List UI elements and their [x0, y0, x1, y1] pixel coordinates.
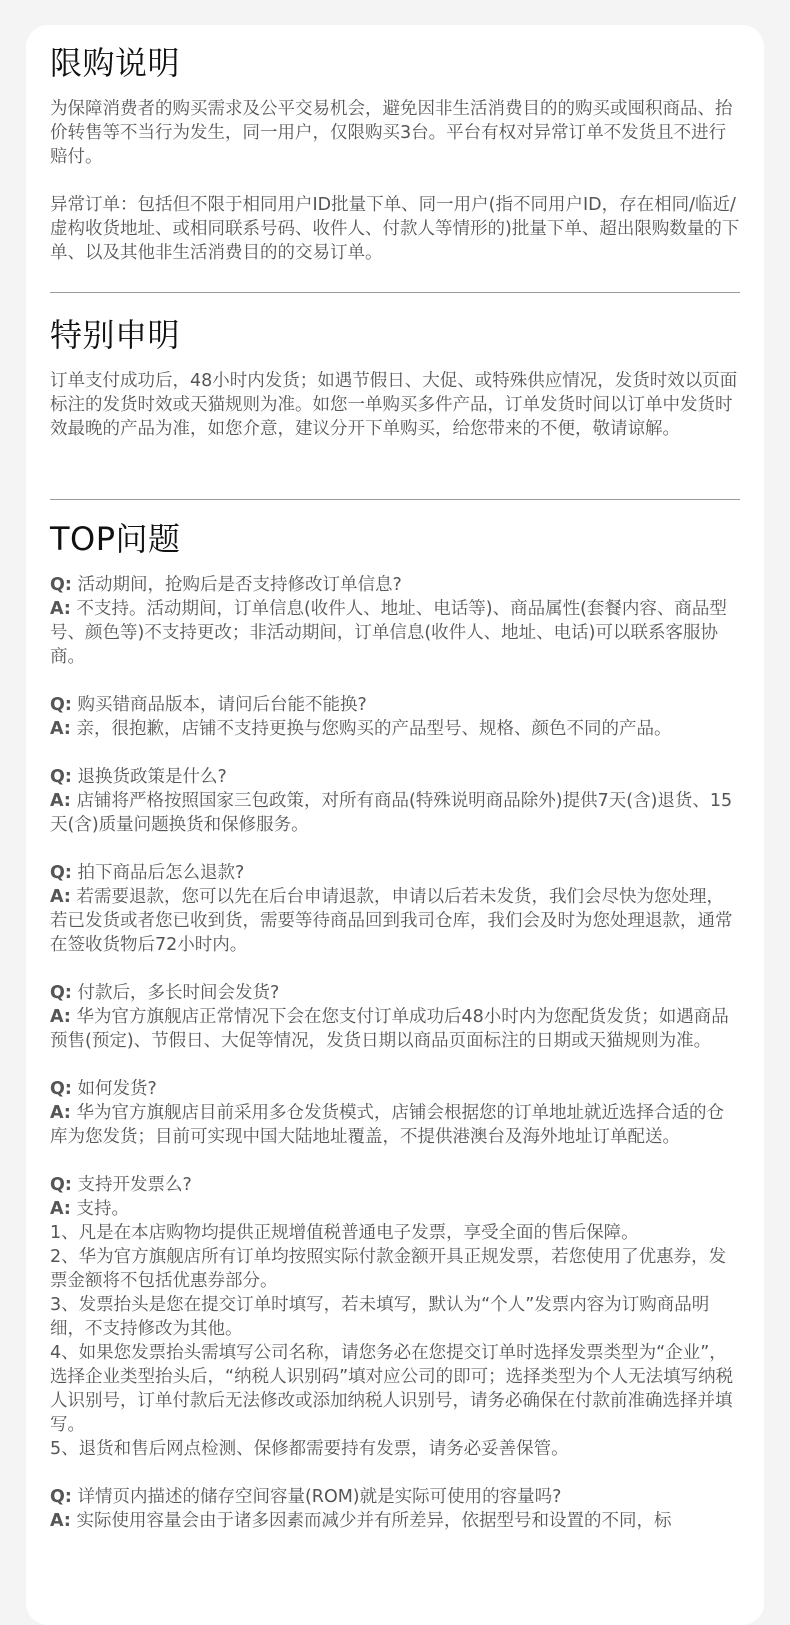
question-mark: Q: [50, 695, 72, 715]
content-card [26, 25, 764, 1625]
question-mark: Q: [50, 983, 72, 1003]
special-paragraph: 订单支付成功后，48小时内发货；如遇节假日、大促、或特殊供应情况，发货时效以页面标注的发货时效或天猫规则为准。如您一单购买多件产品，订单发货时间以订单中发货时效最晚的产品为准，如您介意，建议分开下单购买，给您带来的不便，敬请谅解。 [50, 371, 738, 439]
faq-question [50, 765, 740, 789]
faq-item-8 [50, 1485, 740, 1533]
faq-answer [50, 717, 740, 741]
question-mark: Q: [50, 1175, 72, 1195]
invoice-list-item: 4、如果您发票抬头需填写公司名称，请您务必在您提交订单时选择发票类型为“企业”，选择企业类型抬头后，“纳税人识别码”填对应公司的即可；选择类型为个人无法填写纳税人识别号，订单付款后无法修改或添加纳税人识别号，请务必确保在付款前准确选择并填写。 [50, 1343, 734, 1435]
question-text: 活动期间，抢购后是否支持修改订单信息? [77, 575, 402, 595]
faq-item-3 [50, 765, 740, 837]
special-title: 特别申明 [50, 316, 181, 354]
answer-mark: A: [50, 719, 71, 739]
answer-mark: A: [50, 791, 71, 811]
faq-question [50, 1077, 740, 1101]
question-mark: Q: [50, 1079, 72, 1099]
question-text: 如何发货? [77, 1079, 157, 1099]
faq-question [50, 1173, 740, 1197]
faq-question [50, 573, 740, 597]
question-text: 拍下商品后怎么退款? [77, 863, 245, 883]
answer-text: 不支持。活动期间，订单信息(收件人、地址、电话等)、商品属性(套餐内容、商品型号、颜色等)不支持更改；非活动期间，订单信息(收件人、地址、电话)可以联系客服协商。 [50, 599, 727, 667]
faq-title: TOP问题 [50, 520, 181, 558]
divider-2 [50, 499, 740, 500]
invoice-list-item: 3、发票抬头是您在提交订单时填写，若未填写，默认为“个人”发票内容为订购商品明细，不支持修改为其他。 [50, 1295, 710, 1339]
faq-question [50, 1485, 740, 1509]
answer-mark: A: [50, 1511, 71, 1531]
faq-item-2 [50, 693, 740, 741]
answer-mark: A: [50, 1199, 71, 1219]
faq-answer [50, 1101, 740, 1149]
answer-text: 支持。 [76, 1199, 129, 1219]
faq-question [50, 981, 740, 1005]
question-mark: Q: [50, 767, 72, 787]
faq-answer [50, 1005, 740, 1053]
faq-item-7 [50, 1173, 740, 1461]
answer-mark: A: [50, 599, 71, 619]
answer-text: 亲，很抱歉，店铺不支持更换与您购买的产品型号、规格、颜色不同的产品。 [76, 719, 672, 739]
limit-paragraph-2: 异常订单：包括但不限于相同用户ID批量下单、同一用户(指不同用户ID，存在相同/临近/虚构收货地址、或相同联系号码、收件人、付款人等情形的)批量下单、超出限购数量的下单、以及其他非生活消费目的的交易订单。 [50, 195, 740, 263]
faq-question [50, 861, 740, 885]
question-mark: Q: [50, 1487, 72, 1507]
question-text: 支持开发票么? [77, 1175, 192, 1195]
faq-item-1 [50, 573, 740, 669]
question-text: 退换货政策是什么? [77, 767, 227, 787]
faq-answer [50, 1197, 740, 1221]
faq-answer [50, 1509, 740, 1533]
faq-item-4 [50, 861, 740, 957]
answer-mark: A: [50, 887, 71, 907]
answer-text: 店铺将严格按照国家三包政策，对所有商品(特殊说明商品除外)提供7天(含)退货、15天(含)质量问题换货和保修服务。 [50, 791, 733, 835]
faq-answer [50, 885, 740, 957]
faq-answer [50, 789, 740, 837]
answer-text: 若需要退款，您可以先在后台申请退款，申请以后若未发货，我们会尽快为您处理，若已发货或者您已收到货，需要等待商品回到我司仓库，我们会及时为您处理退款，通常在签收货物后72小时内。 [50, 887, 733, 955]
answer-text: 实际使用容量会由于诸多因素而减少并有所差异，依据型号和设置的不同，标 [76, 1511, 672, 1531]
faq-section [50, 519, 740, 1557]
answer-mark: A: [50, 1007, 71, 1027]
question-mark: Q: [50, 575, 72, 595]
answer-text: 华为官方旗舰店目前采用多仓发货模式，店铺会根据您的订单地址就近选择合适的仓库为您发货；目前可实现中国大陆地址覆盖，不提供港澳台及海外地址订单配送。 [50, 1103, 724, 1147]
limit-paragraph-1: 为保障消费者的购买需求及公平交易机会，避免因非生活消费目的的购买或囤积商品、抬价转售等不当行为发生，同一用户，仅限购买3台。平台有权对异常订单不发货且不进行赔付。 [50, 99, 733, 167]
faq-answer [50, 597, 740, 669]
divider-1 [50, 292, 740, 293]
answer-mark: A: [50, 1103, 71, 1123]
limit-title: 限购说明 [50, 44, 181, 82]
faq-question [50, 693, 740, 717]
limit-section [50, 43, 740, 265]
special-section [50, 315, 740, 441]
answer-text: 华为官方旗舰店正常情况下会在您支付订单成功后48小时内为您配货发货；如遇商品预售(预定)、节假日、大促等情况，发货日期以商品页面标注的日期或天猫规则为准。 [50, 1007, 729, 1051]
question-mark: Q: [50, 863, 72, 883]
invoice-list-item: 5、退货和售后网点检测、保修都需要持有发票，请务必妥善保管。 [50, 1439, 569, 1459]
faq-item-6 [50, 1077, 740, 1149]
faq-item-5 [50, 981, 740, 1053]
question-text: 详情页内描述的储存空间容量(ROM)就是实际可使用的容量吗? [77, 1487, 562, 1507]
invoice-list-item: 2、华为官方旗舰店所有订单均按照实际付款金额开具正规发票，若您使用了优惠券，发票金额将不包括优惠券部分。 [50, 1247, 727, 1291]
question-text: 购买错商品版本，请问后台能不能换? [77, 695, 367, 715]
question-text: 付款后，多长时间会发货? [77, 983, 280, 1003]
invoice-list-item: 1、凡是在本店购物均提供正规增值税普通电子发票，享受全面的售后保障。 [50, 1223, 639, 1243]
